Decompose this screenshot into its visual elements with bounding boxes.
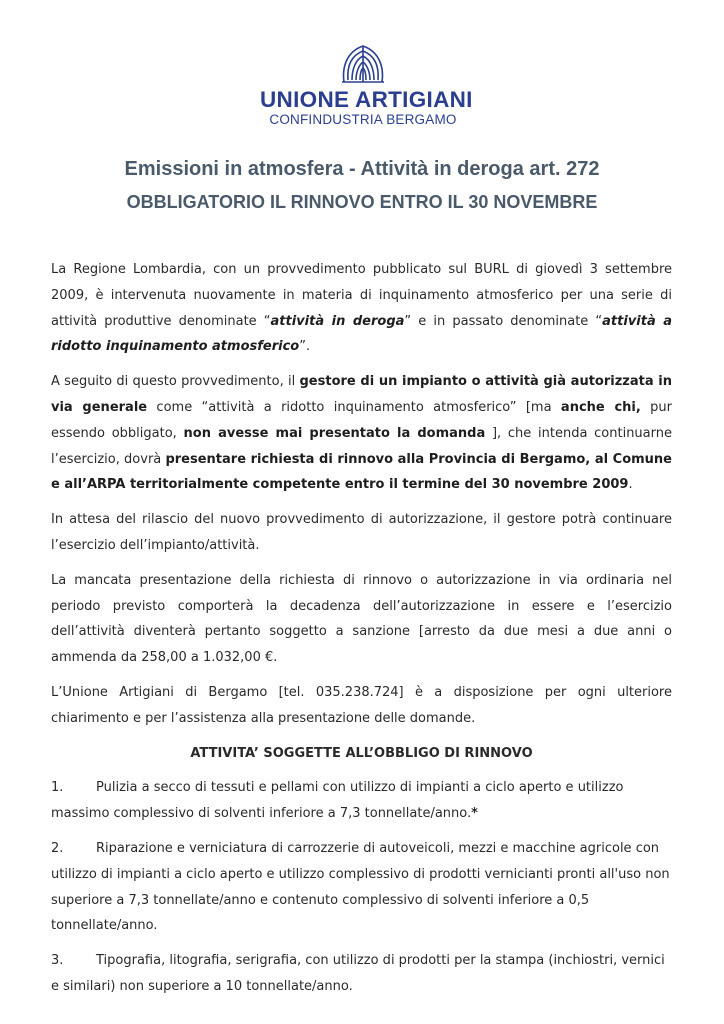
document-subtitle: OBBLIGATORIO IL RINNOVO ENTRO IL 30 NOVEMBRE	[126, 192, 598, 212]
list-item	[51, 948, 672, 1000]
logo-name: UNIONE ARTIGIANI	[260, 87, 473, 112]
p1-text-2: ” e in passato denominate “	[404, 313, 603, 329]
p2-bold-2: anche chi,	[560, 399, 641, 415]
logo-subtitle: CONFINDUSTRIA BERGAMO	[269, 112, 457, 127]
p2-text-2: come “attività a ridotto inquinamento atmosferico” [ma	[147, 399, 561, 415]
p2-bold-4: presentare richiesta di rinnovo alla Provincia di Bergamo, al Comune e all’ARPA territorialmente competente entro il termine del 30 novembre 2009	[51, 451, 672, 493]
p2-bold-1: gestore di un impianto o attività già autorizzata in via generale	[51, 374, 673, 415]
p2-bold-3: non avesse mai presentato la domanda	[183, 425, 486, 441]
list-item-number: 3.	[51, 953, 64, 969]
list-item	[51, 836, 672, 939]
list-item-mark: *	[471, 806, 478, 822]
section-heading: ATTIVITA’ SOGGETTE ALL’OBBLIGO DI RINNOVO	[190, 745, 533, 761]
logo	[260, 42, 473, 132]
p2-text-3: pur essendo obbligato,	[51, 399, 673, 441]
paragraph-4: La mancata presentazione della richiesta di rinnovo o autorizzazione in via ordinaria nel periodo previsto comporterà la decadenza dell’autorizzazione in essere e l’esercizio dell’attività diventerà pertanto soggetto a sanzione [arresto da due mesi a due anni o ammenda da 258,00 a 1.032,00 €.	[51, 572, 672, 666]
shell-emblem-icon	[338, 42, 388, 86]
paragraph-1	[51, 257, 672, 360]
paragraph-3: In attesa del rilascio del nuovo provvedimento di autorizzazione, il gestore potrà continuare l’esercizio dell’impianto/attività.	[51, 512, 672, 553]
list-item	[51, 775, 672, 827]
list-item-text: Tipografia, litografia, serigrafia, con utilizzo di prodotti per la stampa (inchiostri, vernici e similari) non superiore a 10 tonnellate/anno.	[51, 953, 665, 994]
p1-emphasis-2: attività a ridotto inquinamento atmosferico	[51, 313, 673, 355]
list-item-number: 1.	[51, 780, 64, 796]
paragraph-5: L’Unione Artigiani di Bergamo [tel. 035.238.724] è a disposizione per ogni ulteriore chiarimento e per l’assistenza alla presentazione delle domande.	[51, 684, 672, 726]
list-item-text: Riparazione e verniciatura di carrozzerie di autoveicoli, mezzi e macchine agricole con utilizzo di impianti a ciclo aperto e utilizzo complessivo di prodotti vernicianti pronti all'uso non superiore a 7,3 tonnellate/anno e contenuto complessivo di solventi inferiore a 0,5 tonnellate/anno.	[51, 840, 670, 934]
document-body	[51, 257, 672, 1009]
p1-emphasis-1: attività in deroga	[270, 313, 405, 329]
p2-text-1: A seguito di questo provvedimento, il	[51, 374, 300, 390]
list-item-text: Pulizia a secco di tessuti e pellami con utilizzo di impianti a ciclo aperto e utilizzo massimo complessivo di solventi inferiore a 7,3 tonnellate/anno.	[51, 780, 624, 822]
p2-text-5: .	[628, 477, 633, 493]
document-title: Emissioni in atmosfera - Attività in deroga art. 272	[124, 158, 600, 180]
list-item-number: 2.	[51, 840, 64, 856]
p1-text-3: ”.	[299, 339, 311, 355]
paragraph-2	[51, 369, 672, 498]
p1-text-1: La Regione Lombardia, con un provvedimento pubblicato sul BURL di giovedì 3 settembre 2009, è intervenuta nuovamente in materia di inquinamento atmosferico per una serie di attività produttive denominate “	[51, 262, 672, 329]
p2-text-4: ], che intenda continuarne l’esercizio, dovrà	[51, 425, 672, 467]
